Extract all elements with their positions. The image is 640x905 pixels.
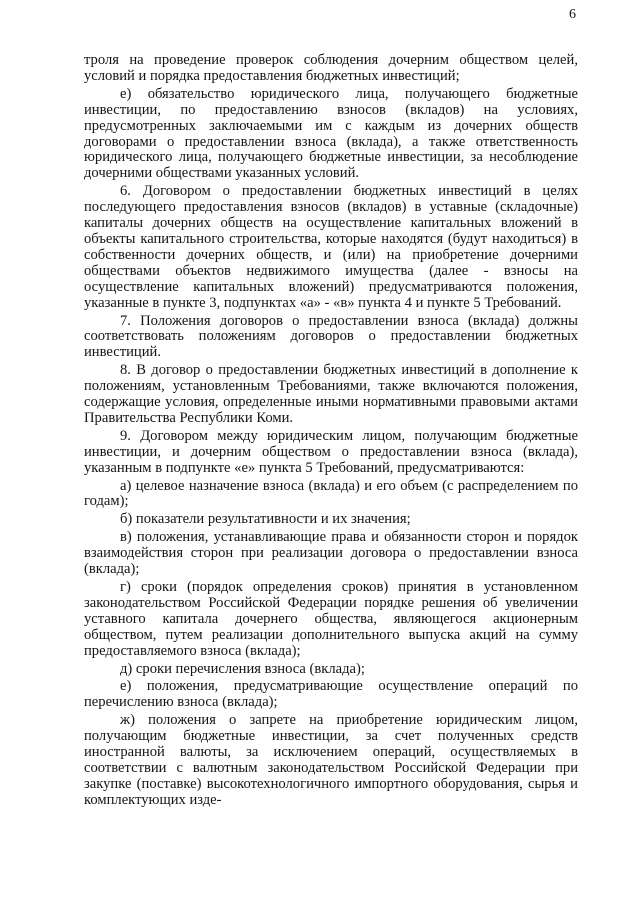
paragraph-11: д) сроки перечисления взноса (вклада); xyxy=(120,660,365,677)
paragraph-7: а) целевое назначение взноса (вклада) и его объем (с распределением по годам); xyxy=(84,477,578,510)
paragraph-2: е) обязательство юридического лица, получающего бюджетные инвестиции, по предоставлению взносов (вкладов) на условиях, предусмотренных заключаемыми им с каждым из дочерних обществ договорами о предоставлении взноса (вклада), а также ответственность юридического лица, получающего бюджетные инвестиции, за несоблюдение дочерними обществами указанных условий. xyxy=(84,85,578,182)
paragraph-10: г) сроки (порядок определения сроков) принятия в установленном законодательством Российской Федерации порядке решения об увеличении уставного капитала дочернего общества, являющегося акционерным обществом, путем реализации дополнительного выпуска акций на сумму предоставляемого взноса (вклада); xyxy=(84,579,578,659)
paragraph-9: в) положения, устанавливающие права и обязанности сторон и порядок взаимодействия сторон при реализации договора о предоставлении взноса (вклада); xyxy=(84,529,578,578)
paragraph-8: б) показатели результативности и их значения; xyxy=(120,511,411,528)
document-body xyxy=(84,53,578,809)
paragraph-1: троля на проведение проверок соблюдения дочерним обществом целей, условий и порядка предоставления бюджетных инвестиций; xyxy=(84,52,578,84)
paragraph-4: 7. Положения договоров о предоставлении взноса (вклада) должны соответствовать положениям договоров о предоставлении бюджетных инвестиций. xyxy=(84,312,578,361)
paragraph-13: ж) положения о запрете на приобретение юридическим лицом, получающим бюджетные инвестиции, за счет полученных средств иностранной валюты, за исключением операций, осуществляемых в соответствии с валютным законодательством Российской Федерации при закупке (поставке) высокотехнологичного импортного оборудования, сырья и комплектующих изде- xyxy=(84,712,578,808)
paragraph-12: е) положения, предусматривающие осуществление операций по перечислению взноса (вклада); xyxy=(84,678,578,711)
paragraph-3: 6. Договором о предоставлении бюджетных инвестиций в целях последующего предоставления взносов (вкладов) в уставные (складочные) капиталы дочерних обществ на осуществление капитальных вложений в объекты капитального строительства, которые находятся (будут находиться) в собственности дочерних обществ, и (или) на приобретение дочерними обществами объектов недвижимого имущества (далее - взносы на осуществление капитальных вложений) предусматриваются положения, указанные в пункте 3, подпунктах «а» - «в» пункта 4 и пункте 5 Требований. xyxy=(84,183,578,311)
page-number: 6 xyxy=(569,7,576,22)
paragraph-6: 9. Договором между юридическим лицом, получающим бюджетные инвестиции, и дочерним обществом о предоставлении взноса (вклада), указанным в подпункте «е» пункта 5 Требований, предусматриваются: xyxy=(84,427,578,476)
paragraph-5: 8. В договор о предоставлении бюджетных инвестиций в дополнение к положениям, установленным Требованиями, также включаются положения, содержащие условия, определенные иными нормативными правовыми актами Правительства Республики Коми. xyxy=(84,362,578,426)
